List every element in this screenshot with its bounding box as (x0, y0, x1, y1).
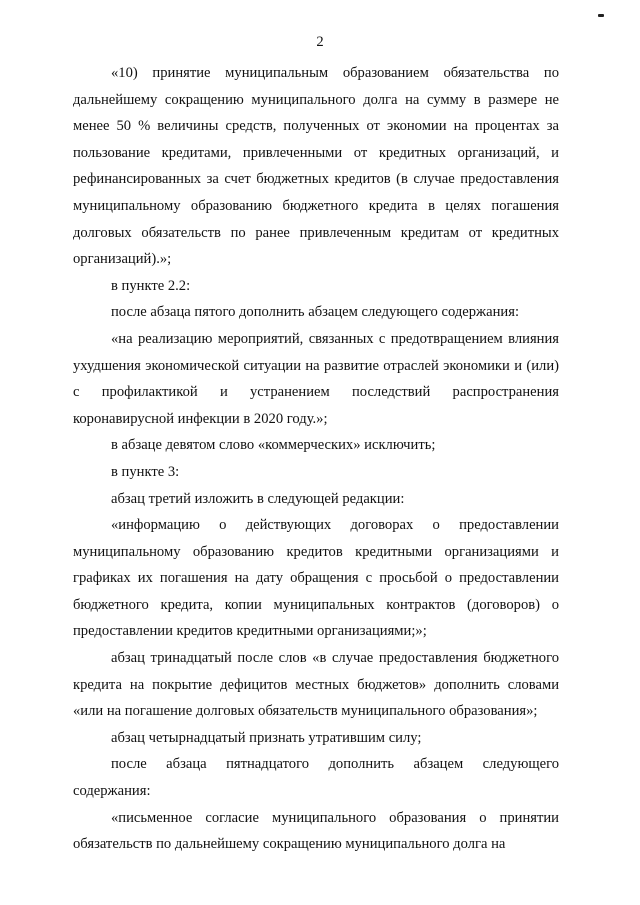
paragraph-covid-measures: «на реализацию мероприятий, связанных с предотвращением влияния ухудшения экономической ситуации на развитие отраслей экономики и (или) с профилактикой и устранением последствий распространения коронавирусной инфекции в 2020 году.»; (73, 330, 559, 427)
paragraph-ninth-paragraph: в абзаце девятом слово «коммерческих» исключить; (111, 437, 436, 454)
document-body (73, 60, 559, 858)
scan-mark (598, 14, 604, 17)
paragraph-point-2-2: в пункте 2.2: (111, 277, 191, 294)
paragraph-third-paragraph: абзац третий изложить в следующей редакции: (111, 490, 405, 507)
paragraph-thirteenth: абзац тринадцатый после слов «в случае предоставления бюджетного кредита на покрытие дефицитов местных бюджетов» дополнить словами «или на погашение долговых обязательств муниципального образования»; (73, 650, 559, 720)
paragraph-written-consent: «письменное согласие муниципального образования о принятии обязательств по дальнейшему сокращению муниципального долга на (73, 809, 559, 853)
paragraph-after-fifteenth: после абзаца пятнадцатого дополнить абзацем следующего содержания: (73, 756, 559, 800)
paragraph-fourteenth: абзац четырнадцатый признать утратившим силу; (111, 729, 422, 746)
page-number: 2 (316, 34, 324, 50)
paragraph-contracts-info: «информацию о действующих договорах о предоставлении муниципальному образованию кредитов кредитными организациями и графиках их погашения на дату обращения с просьбой о предоставлении бюджетного кредита, копии муниципальных контрактов (договоров) о предоставлении кредитов кредитными организациями;»; (73, 517, 559, 640)
paragraph-item-10: «10) принятие муниципальным образованием обязательства по дальнейшему сокращению муниципального долга на сумму в размере не менее 50 % величины средств, полученных от экономии на процентах за пользование кредитами, привлеченными от кредитных организаций, и рефинансированных за счет бюджетных кредитов (в случае предоставления муниципальному образованию бюджетного кредита в целях погашения долговых обязательств по ранее привлеченным кредитам от кредитных организаций).»; (73, 65, 559, 268)
paragraph-after-fifth: после абзаца пятого дополнить абзацем следующего содержания: (111, 304, 519, 321)
paragraph-point-3: в пункте 3: (111, 463, 180, 480)
